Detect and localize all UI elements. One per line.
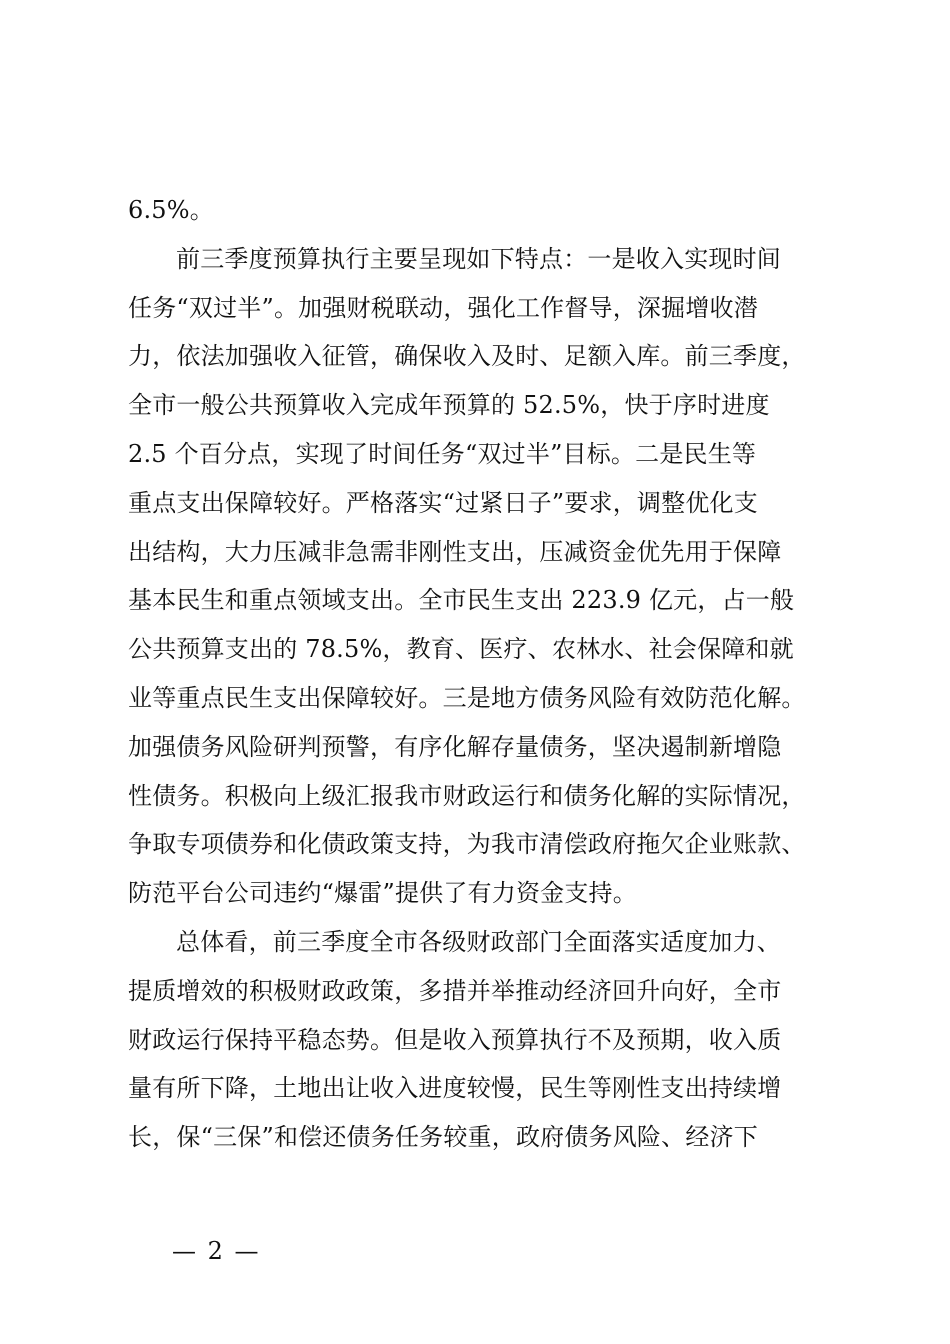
text-line: 前三季度预算执行主要呈现如下特点：一是收入实现时间	[176, 244, 781, 273]
text-line: 量有所下降，土地出让收入进度较慢，民生等刚性支出持续增	[128, 1074, 782, 1103]
text-line: 2.5 个百分点，实现了时间任务“双过半”目标。二是民生等	[128, 439, 757, 468]
text-line: 长，保“三保”和偿还债务任务较重，政府债务风险、经济下	[128, 1123, 758, 1152]
text-line: 力，依法加强收入征管，确保收入及时、足额入库。前三季度，	[128, 342, 806, 371]
text-line: 财政运行保持平稳态势。但是收入预算执行不及预期，收入质	[128, 1025, 782, 1054]
text-line: 提质增效的积极财政政策，多措并举推动经济回升向好，全市	[128, 976, 782, 1005]
page-number: — 2 —	[172, 1237, 261, 1265]
text-line: 性债务。积极向上级汇报我市财政运行和债务化解的实际情况，	[128, 781, 806, 810]
text-line: 总体看，前三季度全市各级财政部门全面落实适度加力、	[176, 927, 781, 956]
text-line: 重点支出保障较好。严格落实“过紧日子”要求，调整优化支	[128, 488, 758, 517]
text-line: 出结构，大力压减非急需非刚性支出，压减资金优先用于保障	[128, 537, 782, 566]
text-line: 全市一般公共预算收入完成年预算的 52.5%，快于序时进度	[128, 391, 770, 420]
text-line: 争取专项债券和化债政策支持，为我市清偿政府拖欠企业账款、	[128, 830, 806, 859]
document-body	[128, 186, 848, 1162]
text-line: 防范平台公司违约“爆雷”提供了有力资金支持。	[128, 879, 637, 908]
text-line: 加强债务风险研判预警，有序化解存量债务，坚决遏制新增隐	[128, 732, 782, 761]
text-line: 公共预算支出的 78.5%，教育、医疗、农林水、社会保障和就	[128, 635, 794, 664]
text-line: 任务“双过半”。加强财税联动，强化工作督导，深掘增收潜	[128, 293, 758, 322]
text-line: 基本民生和重点领域支出。全市民生支出 223.9 亿元，占一般	[128, 586, 795, 615]
text-line: 6.5%。	[128, 196, 214, 224]
text-line: 业等重点民生支出保障较好。三是地方债务风险有效防范化解。	[128, 683, 806, 712]
